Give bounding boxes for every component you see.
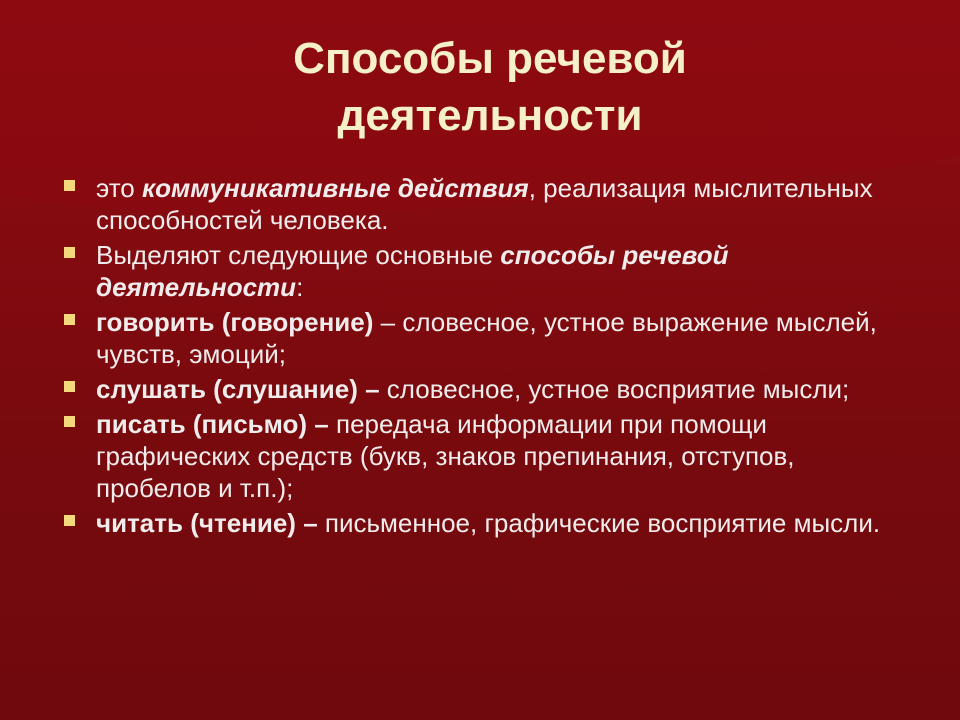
square-bullet-icon xyxy=(64,416,75,427)
title-line-2: деятельности xyxy=(337,91,643,140)
item-description: письменное, графические восприятие мысли. xyxy=(317,508,881,538)
item-description: словесное, устное восприятие мысли; xyxy=(379,374,850,404)
square-bullet-icon xyxy=(64,314,75,325)
list-item xyxy=(62,172,902,236)
slide-title xyxy=(180,30,800,144)
item-term: читать (чтение) – xyxy=(96,508,318,538)
list-item xyxy=(62,239,902,303)
square-bullet-icon xyxy=(64,180,75,191)
list-item xyxy=(62,373,902,405)
list-item xyxy=(62,507,902,539)
item-term: говорить (говорение) xyxy=(96,307,374,337)
square-bullet-icon xyxy=(64,247,75,258)
item-emphasis: коммуникативные действия xyxy=(142,173,529,203)
list-item xyxy=(62,408,902,504)
square-bullet-icon xyxy=(64,515,75,526)
bullet-list xyxy=(62,172,902,542)
item-text: , реализация мыслительных способностей человека. xyxy=(96,173,873,235)
item-text: это xyxy=(96,173,142,203)
item-text: : xyxy=(296,272,304,302)
item-description: передача информации при помощи графических средств (букв, знаков препинания, отступов, пробелов и т.п.); xyxy=(96,409,795,503)
item-emphasis: способы речевой деятельности xyxy=(96,240,729,302)
item-term: слушать (слушание) – xyxy=(96,374,380,404)
item-text: Выделяют следующие основные xyxy=(96,240,501,270)
title-line-1: Способы речевой xyxy=(293,34,687,83)
list-item xyxy=(62,306,902,370)
square-bullet-icon xyxy=(64,381,75,392)
item-description: – словесное, устное выражение мыслей, чувств, эмоций; xyxy=(96,307,877,369)
item-term: писать (письмо) – xyxy=(96,409,329,439)
